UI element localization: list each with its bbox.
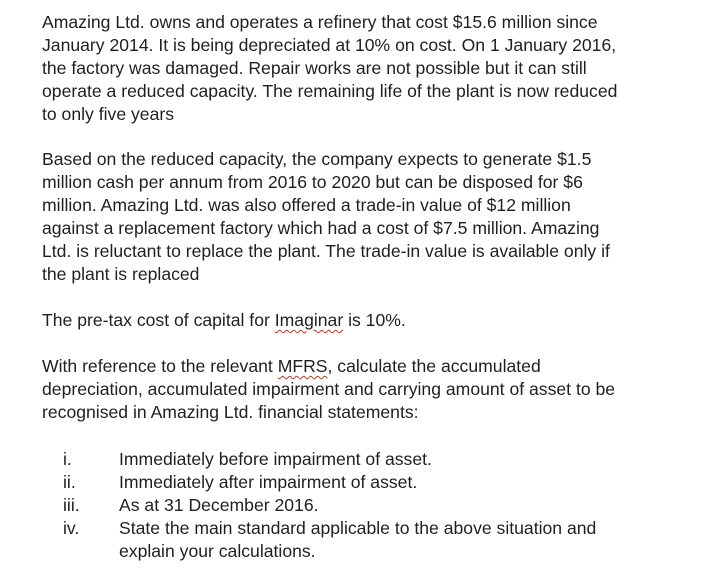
list-item — [42, 494, 702, 517]
list-item-text: As at 31 December 2016. — [119, 495, 319, 515]
spellcheck-word-mfrs: MFRS — [277, 356, 328, 376]
question-text-end: , calculate the accumulated depreciation, accumulated impairment and carrying amount of asset to be recognised in Amazing Ltd. financial statements: — [42, 356, 616, 422]
cost-of-capital-text-end: is 10%. — [343, 310, 406, 330]
list-item-number: ii. — [63, 472, 76, 492]
question-text-start: With reference to the relevant — [42, 356, 278, 376]
list-item — [42, 448, 702, 471]
list-item — [42, 471, 702, 494]
paragraph-cash-flows: Based on the reduced capacity, the company expects to generate $1.5 million cash per annum from 2016 to 2020 but can be disposed for $6 million. Amazing Ltd. was also offered a trade-in value of $12 million against a replacement factory which had a cost of $7.5 million. Amazing Ltd. is reluctant to replace the plant. The trade-in value is available only if the plant is replaced — [42, 149, 610, 284]
paragraph-cost-of-capital — [42, 309, 702, 332]
list-item-number: iii. — [63, 495, 80, 515]
cost-of-capital-text-start: The pre-tax cost of capital for — [42, 310, 275, 330]
paragraph-background: Amazing Ltd. owns and operates a refinery that cost $15.6 million since January 2014. It is being depreciated at 10% on cost. On 1 January 2016, the factory was damaged. Repair works are not possible but it can still operate a reduced capacity. The remaining life of the plant is now reduced to only five years — [42, 12, 618, 124]
list-item-text: Immediately after impairment of asset. — [119, 472, 418, 492]
question-list — [42, 448, 702, 563]
list-item-text: State the main standard applicable to the above situation and explain your calculations. — [119, 518, 597, 561]
list-item-number: i. — [63, 449, 72, 469]
spellcheck-word-imaginar: Imaginar — [274, 310, 344, 330]
list-item-number: iv. — [63, 518, 80, 538]
paragraph-question — [42, 355, 702, 424]
list-item — [42, 517, 702, 563]
list-item-text: Immediately before impairment of asset. — [119, 449, 432, 469]
document-body — [42, 11, 702, 581]
